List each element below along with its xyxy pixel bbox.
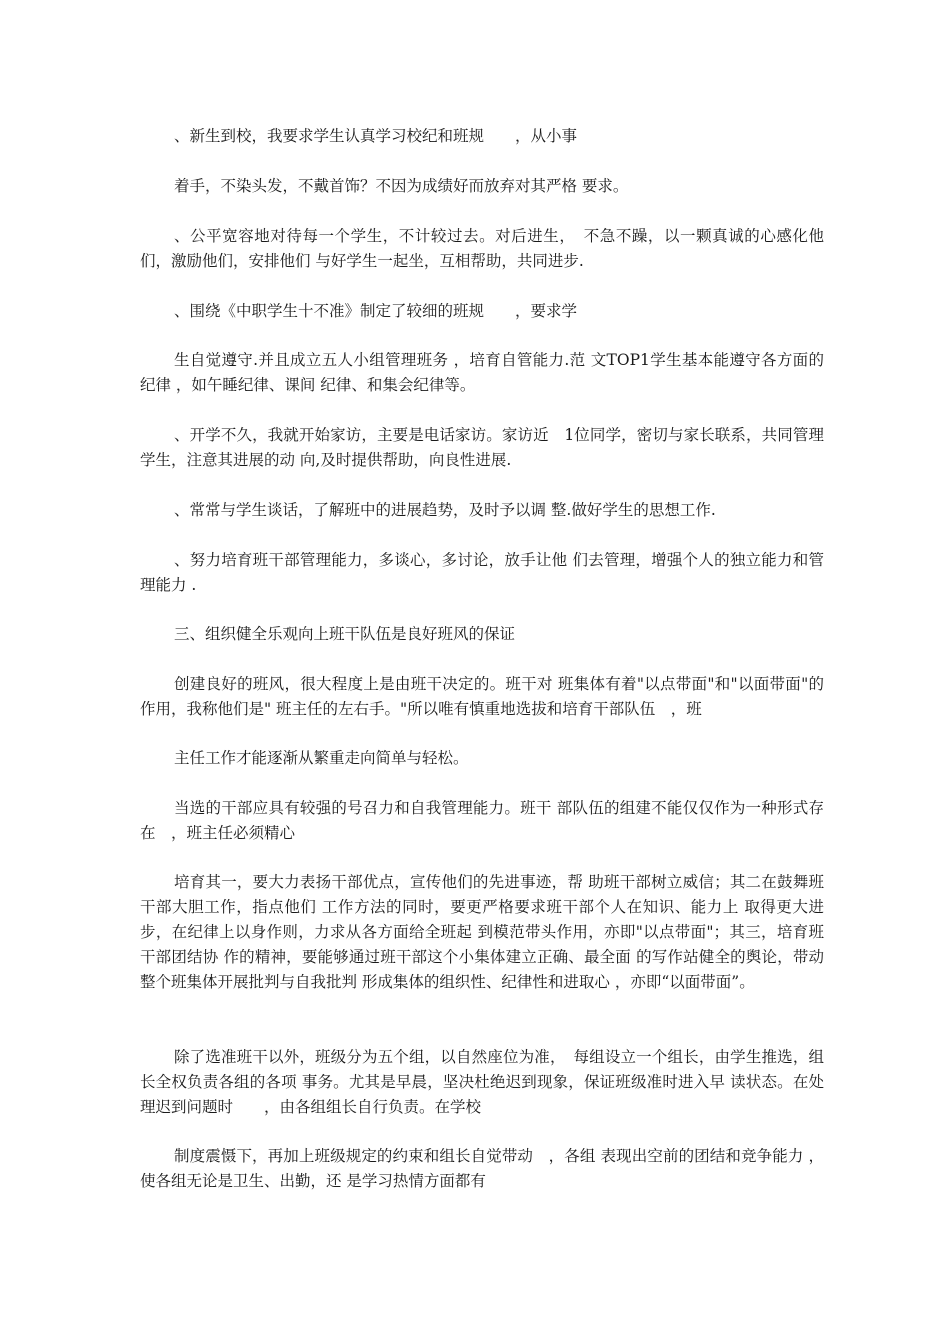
paragraph-6: 、开学不久，我就开始家访，主要是电话家访。家访近 1位同学，密切与家长联系，共同管理学生，注意其进展的动 向,及时提供帮助，向良性进展.	[140, 426, 824, 469]
paragraph-3: 、公平宽容地对待每一个学生，不计较过去。对后进生， 不急不躁，以一颗真诚的心感化他们，激励他们，安排他们 与好学生一起坐，互相帮助，共同进步.	[140, 227, 824, 270]
paragraph-11: 当选的干部应具有较强的号召力和自我管理能力。班干 部队伍的组建不能仅仅作为一种形式存在 ，班主任必须精心	[140, 799, 824, 842]
paragraph-7: 、常常与学生谈话，了解班中的进展趋势，及时予以调 整.做好学生的思想工作.	[174, 501, 716, 519]
paragraph-14: 制度震慑下，再加上班级规定的约束和组长自觉带动 ，各组 表现出空前的团结和竞争能力 ，使各组无论是卫生、出勤，还 是学习热情方面都有	[140, 1147, 824, 1190]
paragraph-12: 培育其一，要大力表扬干部优点，宣传他们的先进事迹，帮 助班干部树立威信；其二在鼓舞班干部大胆工作，指点他们 工作方法的同时，要更严格要求班干部个人在知识、能力上 取得更大进步，在纪律上以身作则，力求从各方面给全班起 到模范带头作用，亦即"以点带面"；其三，培育班干部团结协 作的精神，要能够通过班干部这个小集体建立正确、最全面 的写作站健全的舆论，带动整个班集体开展批判与自我批判 形成集体的组织性、纪律性和进取心 ，亦即“以面带面”。	[140, 873, 824, 991]
paragraph-9: 创建良好的班风，很大程度上是由班干决定的。班干对 班集体有着"以点带面"和"以面带面"的作用，我称他们是" 班主任的左右手。"所以唯有慎重地选拔和培育干部队伍 ，班	[140, 675, 824, 718]
paragraph-4: 、围绕《中职学生十不准》制定了较细的班规 ，要求学	[174, 302, 578, 320]
paragraph-10: 主任工作才能逐渐从繁重走向简单与轻松。	[174, 749, 469, 767]
section-heading: 三、组织健全乐观向上班干队伍是良好班风的保证	[174, 625, 516, 643]
paragraph-2: 着手，不染头发，不戴首饰？不因为成绩好而放弃对其严格 要求。	[174, 177, 629, 195]
paragraph-8: 、努力培育班干部管理能力，多谈心，多讨论，放手让他 们去管理，增强个人的独立能力和管理能力 .	[140, 551, 824, 594]
paragraph-1: 、新生到校，我要求学生认真学习校纪和班规 ，从小事	[174, 127, 578, 145]
paragraph-5: 生自觉遵守.并且成立五人小组管理班务 ，培育自管能力.范 文TOP1学生基本能遵守各方面的纪律 ，如午睡纪律、课间 纪律、和集会纪律等。	[140, 351, 824, 394]
paragraph-13: 除了选准班干以外，班级分为五个组，以自然座位为准， 每组设立一个组长，由学生推选，组长全权负责各组的各项 事务。尤其是早晨，坚决杜绝迟到现象，保证班级准时进入早 读状态。在处理迟到问题时 ，由各组组长自行负责。在学校	[140, 1048, 824, 1116]
